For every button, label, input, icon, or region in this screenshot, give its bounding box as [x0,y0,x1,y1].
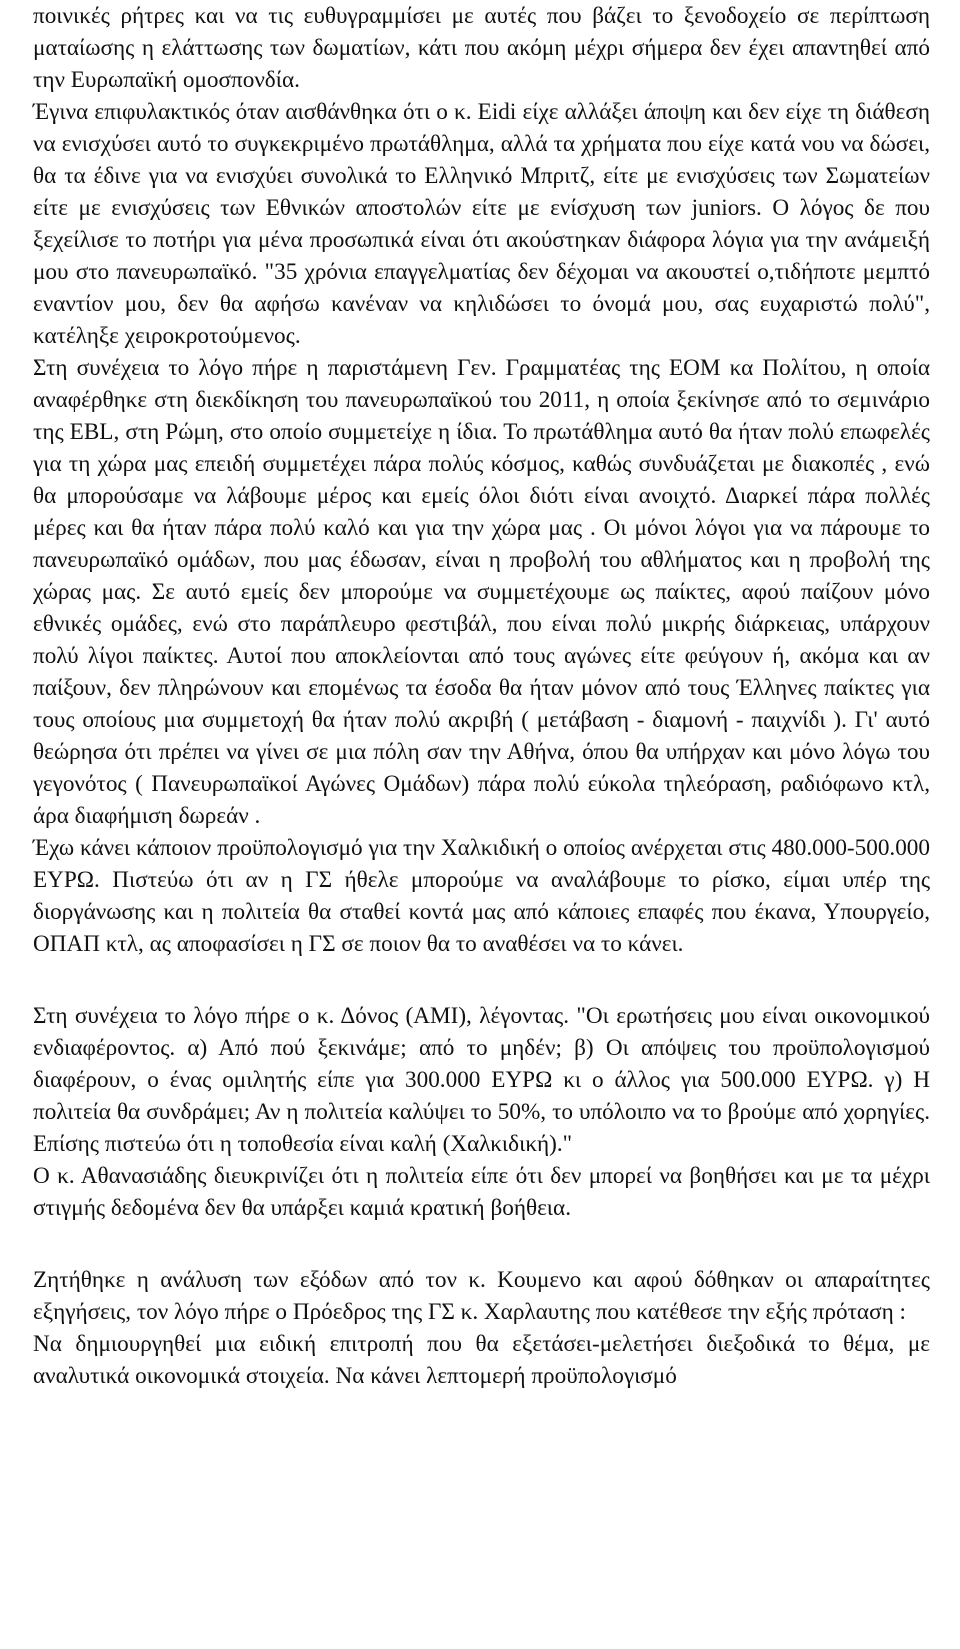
paragraph-4: Έχω κάνει κάποιον προϋπολογισμό για την Χαλκιδική ο οποίος ανέρχεται στις 480.000-500.000 ΕΥΡΩ. Πιστεύω ότι αν η ΓΣ ήθελε μπορούμε να αναλάβουμε το ρίσκο, είμαι υπέρ της διοργάνωσης και η πολιτεία θα σταθεί κοντά μας από κάποιες επαφές που έκανα, Υπουργείο, ΟΠΑΠ κτλ, ας αποφασίσει η ΓΣ σε ποιον θα το αναθέσει να το κάνει. [33,835,930,957]
paragraph-2: Έγινα επιφυλακτικός όταν αισθάνθηκα ότι ο κ. Eidi είχε αλλάξει άποψη και δεν είχε τη διάθεση να ενισχύσει αυτό το συγκεκριμένο πρωτάθλημα, αλλά τα χρήματα που είχε κατά νου να δώσει, θα τα έδινε για να ενισχύει συνολικά το Ελληνικό Μπριτζ, είτε με ενισχύσεις των Σωματείων είτε με ενισχύσεις των Εθνικών αποστολών είτε με ενίσχυση των juniors. Ο λόγος δε που ξεχείλισε το ποτήρι για μένα προσωπικά είναι ότι ακούστηκαν διάφορα λόγια για την ανάμειξή μου στο πανευρωπαϊκό. "35 χρόνια επαγγελματίας δεν δέχομαι να ακουστεί ο,τιδήποτε μεμπτό εναντίον μου, δεν θα αφήσω κανέναν να κηλιδώσει το όνομά μου, σας ευχαριστώ πολύ", κατέληξε χειροκροτούμενος. [33,99,930,349]
paragraph-5: Στη συνέχεια το λόγο πήρε ο κ. Δόνος (ΑΜΙ), λέγοντας. "Οι ερωτήσεις μου είναι οικονομικού ενδιαφέροντος. α) Από πού ξεκινάμε; από το μηδέν; β) Οι απόψεις του προϋπολογισμού διαφέρουν, ο ένας ομιλητής είπε για 300.000 ΕΥΡΩ κι ο άλλος για 500.000 ΕΥΡΩ. γ) Η πολιτεία θα συνδράμει; Αν η πολιτεία καλύψει το 50%, το υπόλοιπο να το βρούμε από χορηγίες. Επίσης πιστεύω ότι η τοποθεσία είναι καλή (Χαλκιδική)." [33,1003,930,1157]
paragraph-6: Ο κ. Αθανασιάδης διευκρινίζει ότι η πολιτεία είπε ότι δεν μπορεί να βοηθήσει και με τα μέχρι στιγμής δεδομένα δεν θα υπάρξει καμιά κρατική βοήθεια. [33,1163,930,1221]
blank-line [33,960,930,1000]
paragraph-1: ποινικές ρήτρες και να τις ευθυγραμμίσει με αυτές που βάζει το ξενοδοχείο σε περίπτωση ματαίωσης η ελάττωσης των δωματίων, κάτι που ακόμη μέχρι σήμερα δεν έχει απαντηθεί από την Ευρωπαϊκή ομοσπονδία. [33,3,930,93]
paragraph-3: Στη συνέχεια το λόγο πήρε η παριστάμενη Γεν. Γραμματέας της ΕΟΜ κα Πολίτου, η οποία αναφέρθηκε στη διεκδίκηση του πανευρωπαϊκού του 2011, η οποία ξεκίνησε από το σεμινάριο της EBL, στη Ρώμη, στο οποίο συμμετείχε η ίδια. Το πρωτάθλημα αυτό θα ήταν πολύ επωφελές για τη χώρα μας επειδή συμμετέχει πάρα πολύς κόσμος, καθώς συνδυάζεται με διακοπές , ενώ θα μπορούσαμε να λάβουμε μέρος και εμείς όλοι διότι είναι ανοιχτό. Διαρκεί πάρα πολλές μέρες και θα ήταν πάρα πολύ καλό και για την χώρα μας . Οι μόνοι λόγοι για να πάρουμε το πανευρωπαϊκό ομάδων, που μας έδωσαν, είναι η προβολή του αθλήματος και η προβολή της χώρας μας. Σε αυτό εμείς δεν μπορούμε να συμμετέχουμε ως παίκτες, αφού παίζουν μόνο εθνικές ομάδες, ενώ στο παράπλευρο φεστιβάλ, που είναι πολύ μικρής διάρκειας, υπάρχουν πολύ λίγοι παίκτες. Αυτοί που αποκλείονται από τους αγώνες είτε φεύγουν ή, ακόμα και αν παίξουν, δεν πληρώνουν και επομένως τα έσοδα θα ήταν μόνον από τους Έλληνες παίκτες για τους οποίους μια συμμετοχή θα ήταν πολύ ακριβή ( μετάβαση - διαμονή - παιχνίδι ). Γι' αυτό θεώρησα ότι πρέπει να γίνει σε μια πόλη σαν την Αθήνα, όπου θα υπήρχαν και μόνο λόγω του γεγονότος ( Πανευρωπαϊκοί Αγώνες Ομάδων) πάρα πολύ εύκολα τηλεόραση, ραδιόφωνο κτλ, άρα διαφήμιση δωρεάν . [33,355,930,829]
blank-line [33,1224,930,1264]
paragraph-8: Να δημιουργηθεί μια ειδική επιτροπή που θα εξετάσει-μελετήσει διεξοδικά το θέμα, με αναλυτικά οικονομικά στοιχεία. Να κάνει λεπτομερή προϋπολογισμό [33,1331,930,1389]
paragraph-7: Ζητήθηκε η ανάλυση των εξόδων από τον κ. Κουμενο και αφού δόθηκαν οι απαραίτητες εξηγήσεις, τον λόγο πήρε ο Πρόεδρος της ΓΣ κ. Χαρλαυτης που κατέθεσε την εξής πρόταση : [33,1267,930,1325]
document-page [33,0,930,1392]
